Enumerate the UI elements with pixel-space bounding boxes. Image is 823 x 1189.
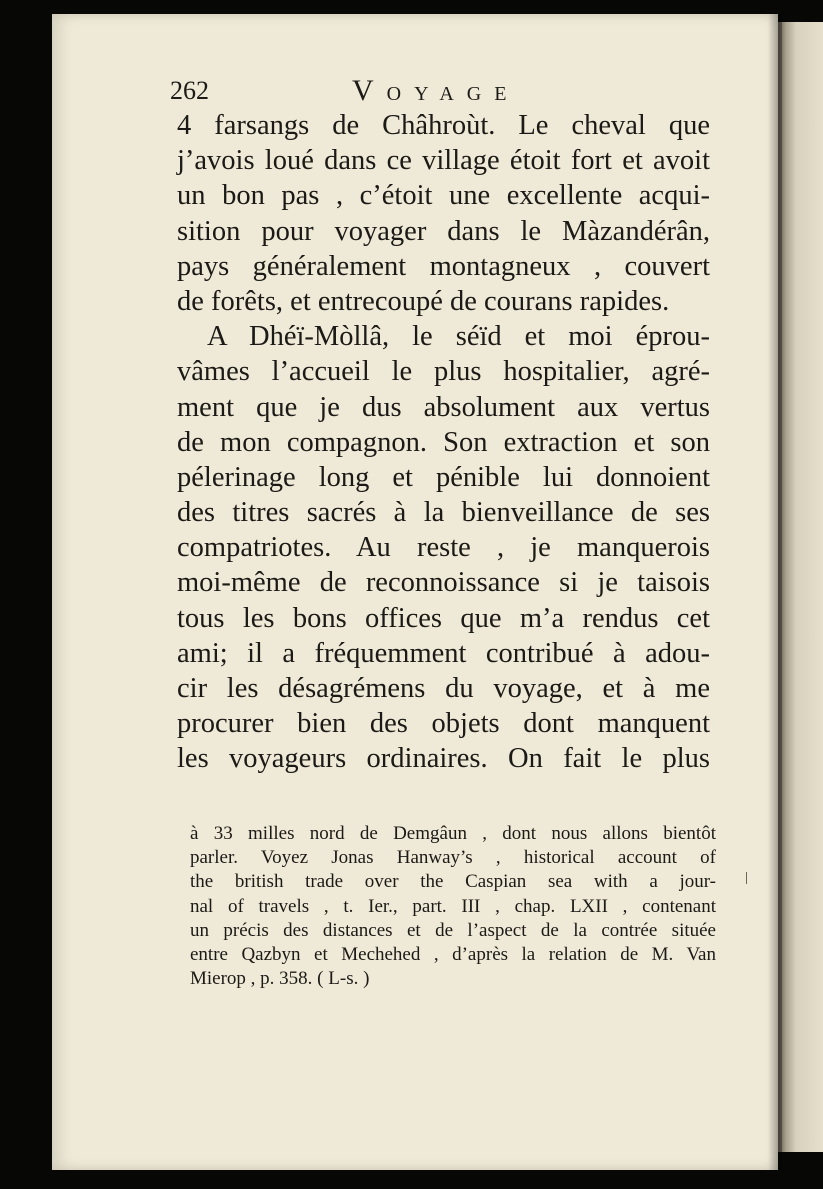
- footnote-line: the british trade over the Caspian sea with a jour-: [190, 871, 716, 893]
- text-line: de forêts, et entrecoupé de courans rapides.: [177, 285, 670, 317]
- text-line: les voyageurs ordinaires. On fait le plus: [177, 743, 710, 775]
- text-line: vâmes l’accueil le plus hospitalier, agré-: [177, 356, 710, 388]
- footnote-line: nal of travels , t. Ier., part. III , chap. LXII , contenant: [190, 895, 716, 917]
- running-head-rest: OYAGE: [386, 83, 520, 105]
- text-line: sition pour voyager dans le Màzandérân,: [177, 215, 710, 247]
- text-line: pélerinage long et pénible lui donnoient: [177, 461, 710, 493]
- running-head: [352, 74, 519, 108]
- footnote: [190, 822, 716, 991]
- body-text: [177, 108, 710, 777]
- text-line: A Dhéï-Mòllâ, le séïd et moi éprou-: [207, 321, 710, 353]
- footnote-line: Mierop , p. 358. ( L-s. ): [190, 968, 370, 990]
- text-line: ami; il a fréquemment contribué à adou-: [177, 637, 710, 669]
- text-line: moi-même de reconnoissance si je taisois: [177, 567, 710, 599]
- text-line: j’avois loué dans ce village étoit fort et avoit: [177, 145, 710, 177]
- margin-mark: [746, 872, 747, 884]
- page-number: 262: [170, 76, 209, 105]
- footnote-line: à 33 milles nord de Demgâun , dont nous allons bientôt: [190, 823, 716, 844]
- text-line: cir les désagrémens du voyage, et à me: [177, 673, 710, 704]
- text-line: des titres sacrés à la bienveillance de ses: [177, 497, 710, 529]
- text-line: tous les bons offices que m’a rendus cet: [177, 602, 710, 634]
- text-line: pays généralement montagneux , couvert: [177, 250, 710, 282]
- footnote-line: parler. Voyez Jonas Hanway’s , historical account of: [190, 847, 716, 869]
- text-line: un bon pas , c’étoit une excellente acqui-: [177, 180, 710, 212]
- text-line: ment que je dus absolument aux vertus: [177, 391, 710, 423]
- footnote-line: entre Qazbyn et Mechehed , d’après la relation de M. Van: [190, 943, 716, 965]
- text-line: compatriotes. Au reste , je manquerois: [177, 532, 710, 564]
- adjacent-page-edge: [778, 22, 823, 1152]
- gutter-shadow: [768, 14, 782, 1170]
- text-line: procurer bien des objets dont manquent: [177, 708, 710, 740]
- text-line: de mon compagnon. Son extraction et son: [177, 426, 710, 458]
- page-header: [170, 74, 690, 108]
- footnote-line: un précis des distances et de l’aspect de la contrée située: [190, 919, 716, 941]
- running-head-initial: V: [352, 74, 387, 107]
- text-line: 4 farsangs de Châhroùt. Le cheval que: [177, 110, 710, 141]
